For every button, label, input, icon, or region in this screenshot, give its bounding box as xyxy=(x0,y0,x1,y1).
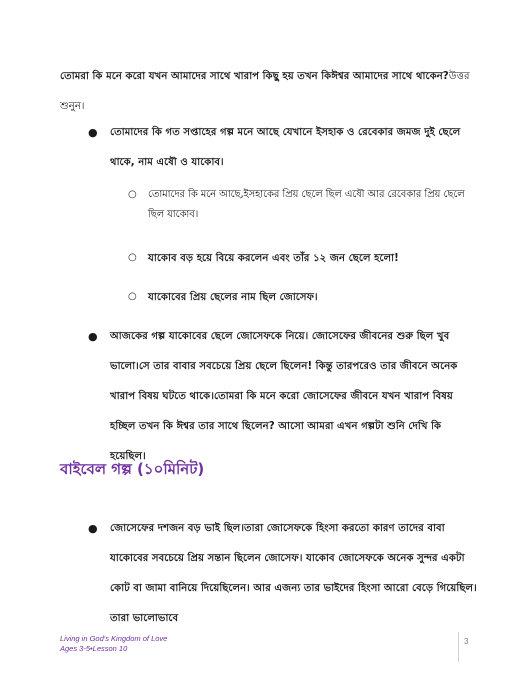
bullet-icon: ● xyxy=(88,330,98,343)
circle-bullet-icon: ○ xyxy=(128,291,137,302)
bullet-icon: ● xyxy=(88,126,98,139)
section-heading: বাইবেল গল্প (১০মিনিট) xyxy=(60,460,205,478)
circle-bullet-icon: ○ xyxy=(128,252,137,263)
footer-course-name: Living in God's Kingdom of Love xyxy=(60,634,168,643)
sub-bullet-item xyxy=(128,291,473,305)
bullet-item xyxy=(88,330,480,472)
footer-lesson-info: Ages 3-5•Lesson 10 xyxy=(60,644,128,653)
footer-divider xyxy=(458,632,459,662)
bullet-icon: ● xyxy=(88,522,98,535)
bullet-item xyxy=(88,522,480,634)
bullet-text: আজকের গল্প যাকোবের ছেলে জোসেফকে নিয়ে। জোসেফের জীবনের শুরু ছিল খুব ভালো।সে তার বাবার সবচেয়ে প্রিয় ছেলে ছিলেন! কিন্তু তারপরেও তার জীবনে অনেক খারাপ বিষয় ঘটতে থাকে।তোমরা কি মনে করো জোসেফের জীবনে যখন খারাপ বিষয় হচ্ছিল তখন কি ঈশ্বর তার সাথে ছিলেন? আসো আমরা এখন গল্পটা শুনি দেখি কি হয়েছিল। xyxy=(110,331,458,462)
sub-bullet-text: তোমাদের কি মনে আছে,ইসহাকের প্রিয় ছেলে ছিল এষৌ আর রেবেকার প্রিয় ছেলে ছিল যাকোব। xyxy=(148,189,465,220)
sub-bullet-text: যাকোবের প্রিয় ছেলের নাম ছিল জোসেফ। xyxy=(148,292,318,303)
bullet-text: জোসেফের দশজন বড় ভাই ছিল।তারা জোসেফকে হিংসা করতো কারণ তাদের বাবা যাকোবের সবচেয়ে প্রিয় সন্তান ছিলেন জোসেফ। যাকোব জোসেফকে অনেক সুন্দর একটা কোট বা জামা বানিয়ে দিয়েছিলেন। আর এজন্য তার ভাইদের হিংসা আরো বেড়ে গিয়েছিল। তারা ভালোভাবে xyxy=(110,523,477,624)
sub-bullet-item xyxy=(128,189,473,225)
sub-bullet-text: যাকোব বড় হয়ে বিয়ে করলেন এবং তাঁর ১২ জন ছেলে হলো! xyxy=(148,253,399,264)
intro-question: তোমরা কি মনে করো যখন আমাদের সাথে খারাপ কিছু হয় তখন কিঈশ্বর আমাদের সাথে থাকেন? xyxy=(60,71,449,82)
sub-bullet-item xyxy=(128,252,473,266)
bullet-item xyxy=(88,126,478,178)
intro-instruction: উত্তর শুনুন। xyxy=(60,71,470,112)
page-number: 3 xyxy=(464,637,469,646)
footer-title xyxy=(60,634,167,654)
circle-bullet-icon: ○ xyxy=(128,189,137,200)
intro-paragraph xyxy=(60,62,480,122)
bullet-text: তোমাদের কি গত সপ্তাহের গল্প মনে আছে যেখানে ইসহাক ও রেবেকার জমজ দুই ছেলে থাকে, নাম এষৌ ও যাকোব। xyxy=(110,127,461,168)
